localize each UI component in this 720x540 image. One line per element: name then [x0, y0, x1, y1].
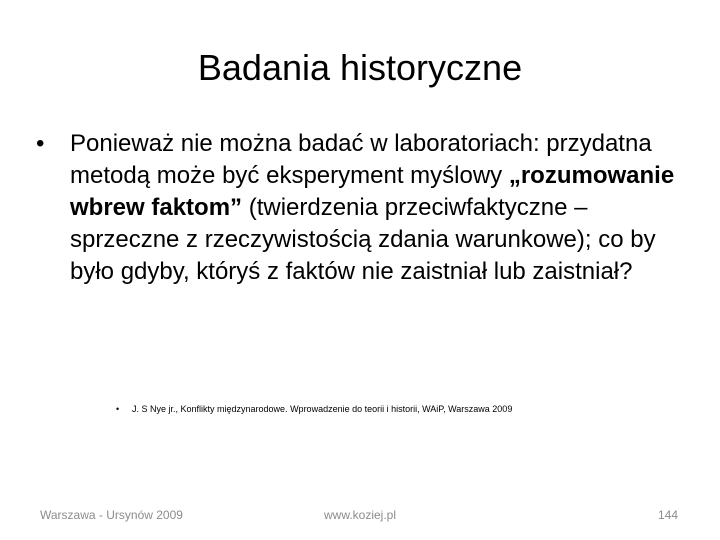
- reference-text: J. S Nye jr., Konflikty międzynarodowe. Wprowadzenie do teorii i historii, WAiP, Warszawa 2009: [132, 404, 513, 414]
- footer-website: www.koziej.pl: [323, 508, 397, 522]
- bullet-text-part2: (twierdzenia przeciwfaktyczne – sprzeczne z rzeczywistością zdania warunkowe); co by było gdyby, któryś z faktów nie zaistniał lub zaistniał?: [70, 194, 656, 285]
- slide-content: [36, 128, 676, 288]
- reference-note: [116, 403, 656, 415]
- main-bullet-text: [36, 128, 676, 288]
- footer-location-date: Warszawa - Ursynów 2009: [40, 508, 183, 522]
- bullet-bold-phrase: „rozumowanie wbrew faktom”: [70, 162, 675, 221]
- sub-bullet-icon: •: [116, 404, 120, 414]
- bullet-text-part1: Ponieważ nie można badać w laboratoriach: przydatna metodą może być eksperyment myślowy: [70, 130, 652, 189]
- footer-page-number: 144: [657, 508, 678, 522]
- slide-title: Badania historyczne: [197, 47, 523, 88]
- bullet-icon: •: [36, 130, 45, 157]
